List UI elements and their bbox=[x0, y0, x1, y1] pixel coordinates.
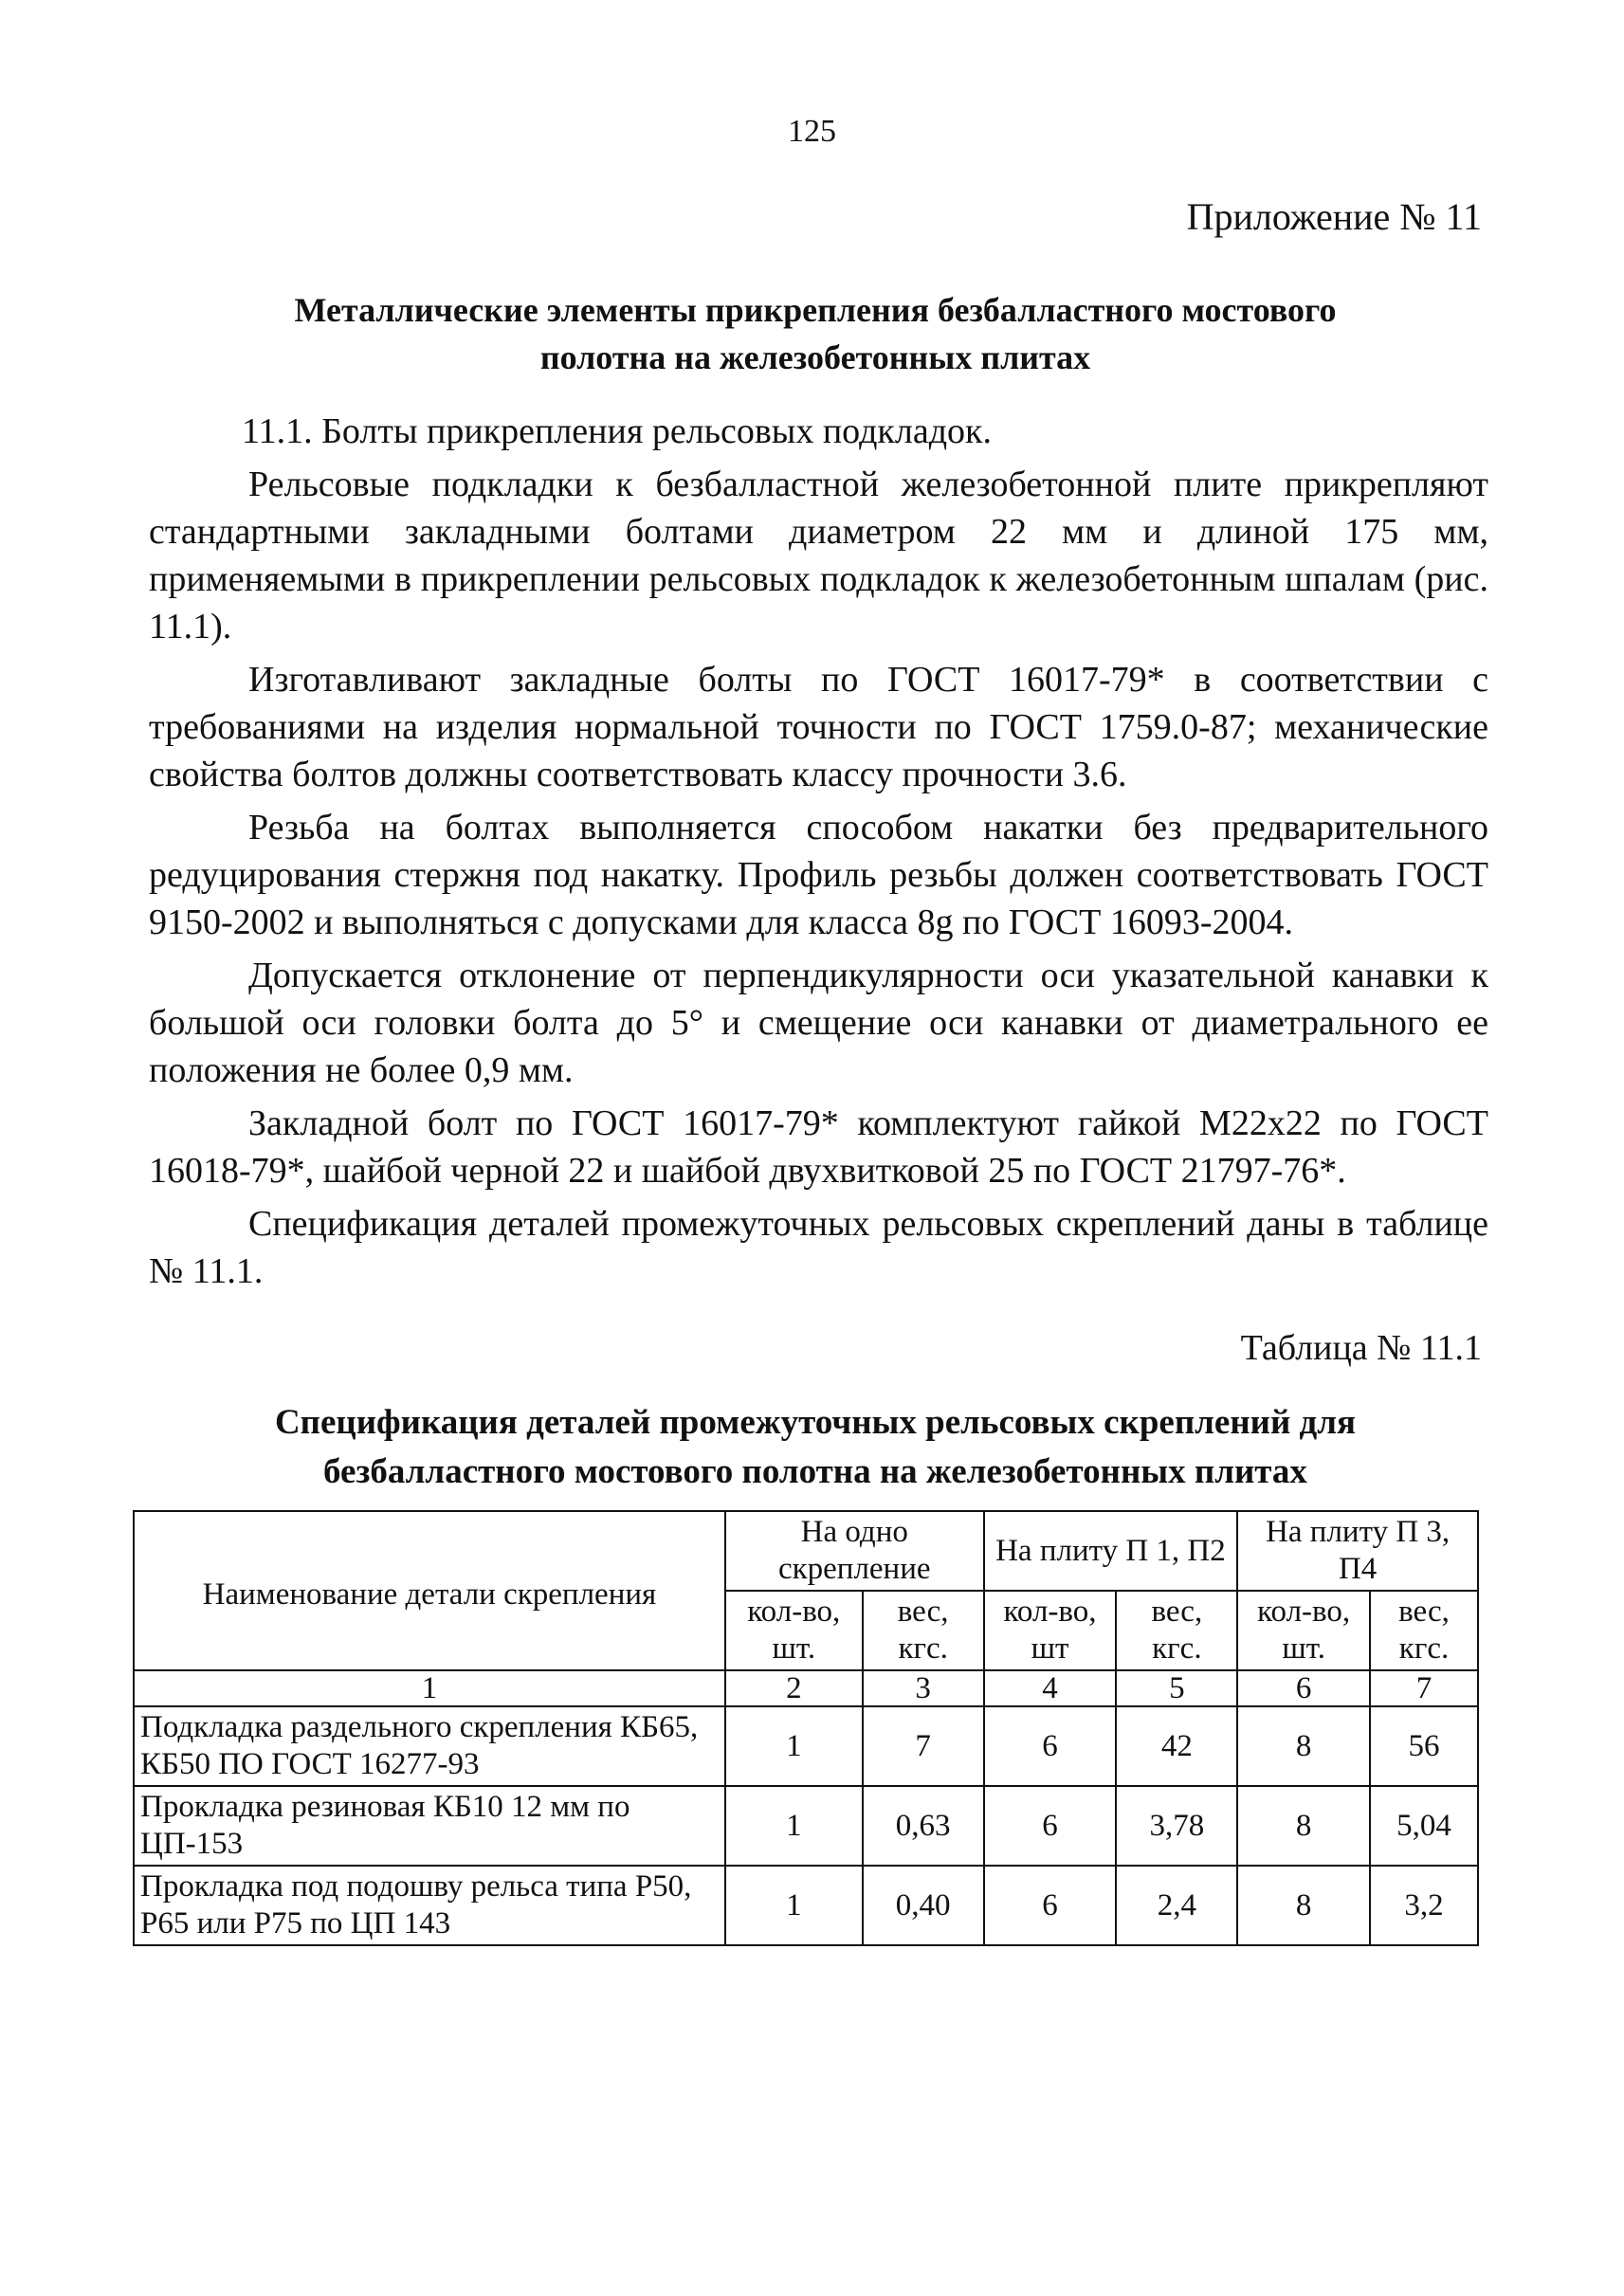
table-title-line: Спецификация деталей промежуточных рельсовых скреплений для bbox=[274, 1403, 1357, 1442]
part-name: Подкладка раздельного скрепления КБ65, КБ50 ПО ГОСТ 16277-93 bbox=[134, 1706, 725, 1786]
header-qty: кол-во, шт bbox=[984, 1591, 1117, 1670]
column-index: 6 bbox=[1237, 1670, 1370, 1706]
part-name: Прокладка резиновая КБ10 12 мм по ЦП-153 bbox=[134, 1786, 725, 1866]
column-index: 7 bbox=[1370, 1670, 1478, 1706]
cell-value: 1 bbox=[725, 1786, 863, 1866]
cell-value: 56 bbox=[1370, 1706, 1478, 1786]
body-text bbox=[149, 408, 1488, 1301]
column-index: 4 bbox=[984, 1670, 1117, 1706]
header-qty: кол-во, шт. bbox=[1237, 1591, 1370, 1670]
column-index: 3 bbox=[863, 1670, 984, 1706]
table-caption: Таблица № 11.1 bbox=[1240, 1328, 1482, 1368]
header-group: На плиту П 3, П4 bbox=[1237, 1511, 1478, 1591]
cell-value: 0,63 bbox=[863, 1786, 984, 1866]
column-index: 1 bbox=[134, 1670, 725, 1706]
cell-value: 0,40 bbox=[863, 1866, 984, 1945]
cell-value: 6 bbox=[984, 1706, 1117, 1786]
cell-value: 8 bbox=[1237, 1866, 1370, 1945]
cell-value: 8 bbox=[1237, 1706, 1370, 1786]
paragraph: Закладной болт по ГОСТ 16017-79* комплектуют гайкой М22х22 по ГОСТ 16018-79*, шайбой черной 22 и шайбой двухвитковой 25 по ГОСТ 21797-76*. bbox=[149, 1103, 1488, 1191]
paragraph: Резьба на болтах выполняется способом накатки без предварительного редуцирования стержня под накатку. Профиль резьбы должен соответствовать ГОСТ 9150-2002 и выполняться с допусками для класса 8g по ГОСТ 16093-2004. bbox=[149, 808, 1488, 942]
document-title bbox=[142, 286, 1488, 381]
header-weight: вес, кгс. bbox=[1370, 1591, 1478, 1670]
cell-value: 8 bbox=[1237, 1786, 1370, 1866]
table-row bbox=[134, 1866, 1478, 1945]
table-row bbox=[134, 1706, 1478, 1786]
table-row bbox=[134, 1786, 1478, 1866]
table-title bbox=[142, 1398, 1488, 1497]
header-part-name: Наименование детали скрепления bbox=[134, 1511, 725, 1670]
header-group: На одно скрепление bbox=[725, 1511, 984, 1591]
appendix-label: Приложение № 11 bbox=[1186, 195, 1482, 238]
header-group: На плиту П 1, П2 bbox=[984, 1511, 1238, 1591]
cell-value: 7 bbox=[863, 1706, 984, 1786]
cell-value: 3,2 bbox=[1370, 1866, 1478, 1945]
cell-value: 1 bbox=[725, 1866, 863, 1945]
column-index: 5 bbox=[1116, 1670, 1237, 1706]
specification-table bbox=[133, 1510, 1479, 1946]
cell-value: 6 bbox=[984, 1866, 1117, 1945]
paragraph: Рельсовые подкладки к безбалластной железобетонной плите прикрепляют стандартными закладными болтами диаметром 22 мм и длиной 175 мм, применяемыми в прикреплении рельсовых подкладок к железобетонным шпалам (рис. 11.1). bbox=[149, 465, 1488, 647]
header-weight: вес, кгс. bbox=[1116, 1591, 1237, 1670]
paragraph: Допускается отклонение от перпендикулярности оси указательной канавки к большой оси головки болта до 5° и смещение оси канавки от диаметрального ее положения не более 0,9 мм. bbox=[149, 956, 1488, 1090]
column-index-row bbox=[134, 1670, 1478, 1706]
paragraph: Спецификация деталей промежуточных рельсовых скреплений даны в таблице № 11.1. bbox=[149, 1204, 1488, 1291]
paragraph: Изготавливают закладные болты по ГОСТ 16017-79* в соответствии с требованиями на изделия нормальной точности по ГОСТ 1759.0-87; механические свойства болтов должны соответствовать классу прочности 3.6. bbox=[149, 660, 1488, 794]
table-title-line: безбалластного мостового полотна на железобетонных плитах bbox=[323, 1452, 1307, 1491]
cell-value: 5,04 bbox=[1370, 1786, 1478, 1866]
cell-value: 42 bbox=[1116, 1706, 1237, 1786]
column-index: 2 bbox=[725, 1670, 863, 1706]
part-name: Прокладка под подошву рельса типа Р50, Р65 или Р75 по ЦП 143 bbox=[134, 1866, 725, 1945]
header-qty: кол-во, шт. bbox=[725, 1591, 863, 1670]
document-title-line: полотна на железобетонных плитах bbox=[539, 338, 1091, 376]
section-heading: 11.1. Болты прикрепления рельсовых подкладок. bbox=[242, 411, 992, 451]
page-number: 125 bbox=[788, 114, 836, 149]
cell-value: 1 bbox=[725, 1706, 863, 1786]
document-title-line: Металлические элементы прикрепления безбалластного мостового bbox=[294, 291, 1337, 329]
header-weight: вес, кгс. bbox=[863, 1591, 984, 1670]
cell-value: 6 bbox=[984, 1786, 1117, 1866]
cell-value: 3,78 bbox=[1116, 1786, 1237, 1866]
cell-value: 2,4 bbox=[1116, 1866, 1237, 1945]
